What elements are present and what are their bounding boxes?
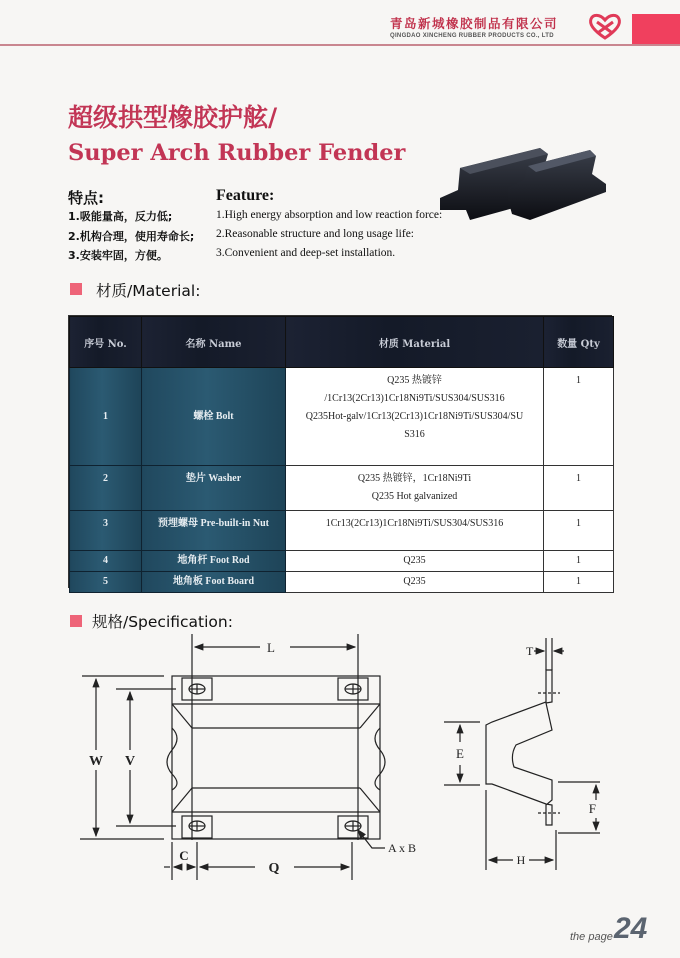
table-row (70, 551, 614, 572)
side-view-drawing (430, 630, 600, 880)
dim-label-F: F (588, 801, 596, 816)
dim-label-AxB: A x B (388, 841, 417, 855)
col-header-name: 名称 Name (142, 317, 286, 368)
feature-item-cn-1: 1.吸能量高，反力低; (68, 210, 173, 223)
page-label: the page (570, 931, 613, 943)
row-no: 5 (70, 572, 142, 593)
row-qty: 1 (544, 368, 614, 466)
dim-label-E: E (456, 746, 464, 761)
material-line: S316 (404, 429, 425, 440)
page-title-en: Super Arch Rubber Fender (68, 140, 406, 166)
section-bullet-icon (70, 283, 82, 295)
row-no: 1 (70, 368, 142, 466)
fender-product-image (430, 140, 610, 225)
feature-item-cn-3: 3.安装牢固，方便。 (68, 249, 168, 262)
specification-section-heading: 规格/Specification: (92, 613, 233, 631)
feature-item-en-3: 3.Convenient and deep-set installation. (216, 247, 396, 259)
material-line: 1Cr13(2Cr13)1Cr18Ni9Ti/SUS304/SUS316 (325, 518, 504, 529)
table-row (70, 368, 614, 466)
col-header-no: 序号 No. (70, 317, 142, 368)
dim-label-Q: Q (268, 861, 280, 876)
dim-label-T: T (526, 644, 534, 658)
row-material (286, 511, 544, 551)
company-name-en: QINGDAO XINCHENG RUBBER PRODUCTS CO., LTD (390, 33, 554, 39)
dim-label-L: L (267, 640, 275, 655)
header-divider (0, 44, 680, 46)
row-material (286, 466, 544, 511)
table-row (70, 466, 614, 511)
row-name: 预埋螺母 Pre-built-in Nut (142, 511, 286, 551)
row-material (286, 368, 544, 466)
row-no: 3 (70, 511, 142, 551)
dim-label-C: C (179, 848, 189, 863)
row-no: 4 (70, 551, 142, 572)
dim-label-W: W (89, 754, 103, 769)
row-name: 螺栓 Bolt (142, 368, 286, 466)
row-name: 地角板 Foot Board (142, 572, 286, 593)
page-number: 24 (614, 912, 648, 945)
feature-item-en-2: 2.Reasonable structure and long usage life: (216, 228, 414, 240)
dim-label-H: H (516, 853, 526, 867)
row-name: 地角杆 Foot Rod (142, 551, 286, 572)
material-line: /1Cr13(2Cr13)1Cr18Ni9Ti/SUS304/SUS316 (324, 393, 505, 404)
row-material: Q235 (286, 551, 544, 572)
header-accent-block (632, 14, 680, 46)
table-row (70, 572, 614, 593)
row-qty: 1 (544, 572, 614, 593)
material-section-heading: 材质/Material: (96, 282, 201, 300)
company-name-cn: 青岛新城橡胶制品有限公司 (390, 16, 559, 31)
material-line: Q235 热镀锌，1Cr18Ni9Ti (357, 473, 472, 484)
col-header-qty: 数量 Qty (544, 317, 614, 368)
row-material: Q235 (286, 572, 544, 593)
material-line: Q235Hot-galv/1Cr13(2Cr13)1Cr18Ni9Ti/SUS304/SU (305, 411, 524, 422)
table-header-row (70, 317, 614, 368)
table-row (70, 511, 614, 551)
material-table (68, 315, 612, 588)
page-title-cn: 超级拱型橡胶护舷/ (68, 103, 278, 132)
section-bullet-icon (70, 615, 82, 627)
feature-item-en-1: 1.High energy absorption and low reaction force: (216, 209, 443, 221)
row-name: 垫片 Washer (142, 466, 286, 511)
row-qty: 1 (544, 551, 614, 572)
features-heading-cn: 特点: (68, 189, 104, 207)
row-qty: 1 (544, 511, 614, 551)
heart-knot-logo-icon (585, 10, 625, 42)
features-heading-en: Feature: (216, 187, 275, 204)
dim-label-V: V (124, 754, 136, 769)
feature-item-cn-2: 2.机构合理，使用寿命长; (68, 230, 195, 243)
material-line: Q235 热镀锌 (387, 375, 442, 386)
row-no: 2 (70, 466, 142, 511)
row-qty: 1 (544, 466, 614, 511)
col-header-material: 材质 Material (286, 317, 544, 368)
front-view-drawing (60, 630, 440, 890)
material-line: Q235 Hot galvanized (371, 491, 458, 502)
